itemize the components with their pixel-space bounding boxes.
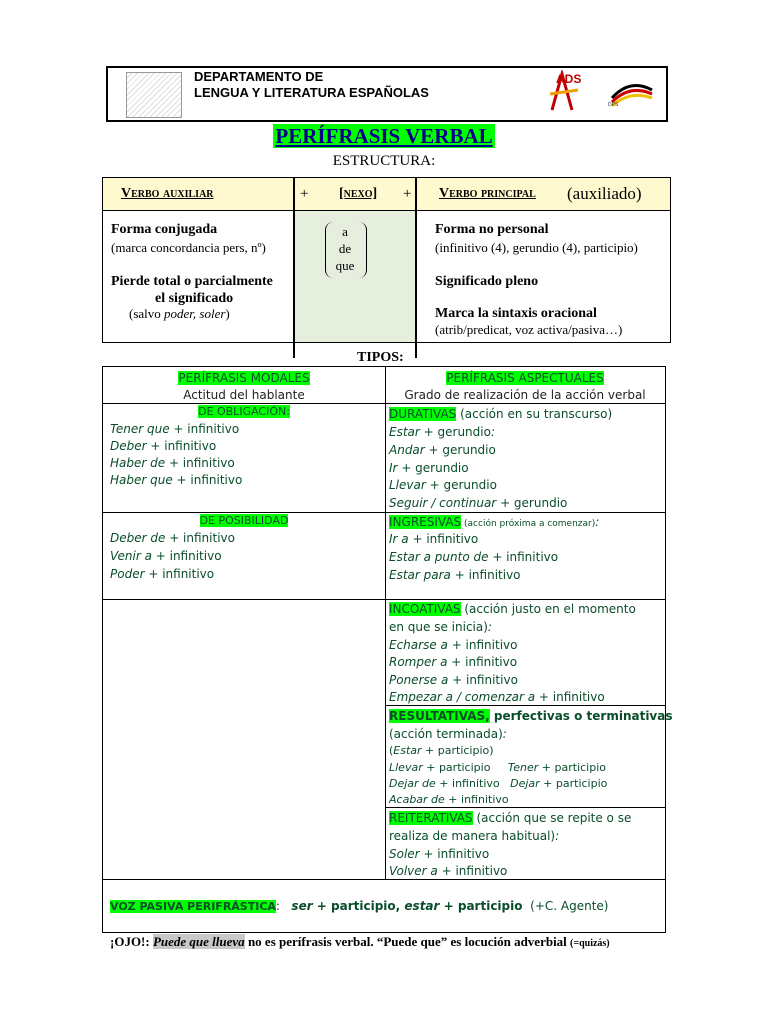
main-line: (atrib/predicat, voz activa/pasiva…) xyxy=(435,322,623,337)
divider-left xyxy=(293,178,295,358)
reiterativas-title: REITERATIVAS (acción que se repite o se xyxy=(389,811,632,825)
incoativas-title: INCOATIVAS (acción justo en el momento xyxy=(389,602,636,616)
posibilidad-item: Poder + infinitivo xyxy=(110,567,215,581)
page-title: PERÍFRASIS VERBAL xyxy=(275,124,493,148)
posibilidad-item: Deber de + infinitivo xyxy=(110,531,235,545)
resultativas-item: Acabar de + infinitivo xyxy=(389,793,509,806)
department-line-2: LENGUA Y LITERATURA ESPAÑOLAS xyxy=(194,85,429,100)
table-divider xyxy=(103,512,665,513)
ingresivas-item: Estar a punto de + infinitivo xyxy=(389,550,559,564)
durativas-item: Ir + gerundio xyxy=(389,461,469,475)
aux-line: Pierde total o parcialmente xyxy=(111,274,273,289)
aux-line: (salvo poder, soler) xyxy=(129,306,230,321)
resultativas-item: Llevar + participio Tener + participio xyxy=(389,761,607,774)
resultativas-title: RESULTATIVAS, perfectivas o terminativas xyxy=(389,709,673,723)
quill-logo-icon xyxy=(126,72,182,118)
aspectual-header: PERÍFRASIS ASPECTUALES xyxy=(446,371,604,385)
voz-pasiva-row: VOZ PASIVA PERIFRÁSTICA: ser + participio, estar + participio (+C. Agente) xyxy=(110,899,609,913)
table-divider xyxy=(103,879,665,880)
incoativas-item: Ponerse a + infinitivo xyxy=(389,673,518,687)
incoativas-item: Empezar a / comenzar a + infinitivo xyxy=(389,690,605,704)
dps-logo-text: DPS xyxy=(608,102,619,108)
incoativas-desc: en que se inicia): xyxy=(389,620,492,634)
nexo-word: a xyxy=(342,224,348,239)
main-line: Significado pleno xyxy=(435,274,539,289)
aux-line: Forma conjugada xyxy=(111,222,218,237)
ingresivas-title: INGRESIVAS (acción próxima a comenzar): xyxy=(389,515,600,529)
main-line: Forma no personal xyxy=(435,222,549,237)
durativas-title: DURATIVAS (acción en su transcurso) xyxy=(389,407,613,421)
tipos-heading: TIPOS: xyxy=(357,350,404,365)
ingresivas-item: Estar para + infinitivo xyxy=(389,568,521,582)
resultativas-item: Dejar de + infinitivo Dejar + participio xyxy=(389,777,608,790)
plus-sign: + xyxy=(300,186,309,202)
resultativas-desc: (acción terminada): xyxy=(389,727,507,741)
table-divider xyxy=(385,367,386,879)
aspectual-subheader: Grado de realización de la acción verbal xyxy=(404,388,646,402)
aux-line: (marca concordancia pers, nº) xyxy=(111,240,266,255)
structure-diagram xyxy=(102,177,671,343)
nexo-label: [nexo] xyxy=(339,186,378,201)
table-divider xyxy=(103,599,665,600)
obligacion-title: DE OBLIGACIÓN: xyxy=(198,405,290,418)
obligacion-item: Tener que + infinitivo xyxy=(110,422,240,436)
ojo-note: ¡OJO!: Puede que llueva no es perífrasis verbal. “Puede que” es locución adverbial (=quizás) xyxy=(110,934,610,949)
structure-subtitle: ESTRUCTURA: xyxy=(332,153,436,169)
divider-right xyxy=(415,178,417,358)
nexo-word: de xyxy=(338,241,352,256)
posibilidad-item: Venir a + infinitivo xyxy=(110,549,222,563)
obligacion-item: Deber + infinitivo xyxy=(110,439,217,453)
ingresivas-item: Ir a + infinitivo xyxy=(389,532,479,546)
document-header xyxy=(106,66,668,122)
durativas-item: Estar + gerundio: xyxy=(389,425,495,439)
posibilidad-title: DE POSIBILIDAD xyxy=(199,514,289,527)
obligacion-item: Haber de + infinitivo xyxy=(110,456,235,470)
modal-header: PERÍFRASIS MODALES xyxy=(178,371,310,385)
durativas-item: Llevar + gerundio xyxy=(389,478,497,492)
obligacion-item: Haber que + infinitivo xyxy=(110,473,243,487)
reiterativas-desc: realiza de manera habitual): xyxy=(389,829,560,843)
main-verb-suffix: (auxiliado) xyxy=(567,184,642,203)
resultativas-item: (Estar + participio) xyxy=(389,744,494,757)
reiterativas-item: Soler + infinitivo xyxy=(389,847,490,861)
table-divider xyxy=(103,403,665,404)
plus-sign: + xyxy=(403,186,412,202)
aux-line: el significado xyxy=(155,291,234,306)
main-line: Marca la sintaxis oracional xyxy=(435,306,597,321)
durativas-item: Seguir / continuar + gerundio xyxy=(389,496,568,510)
table-divider xyxy=(385,807,665,808)
incoativas-item: Echarse a + infinitivo xyxy=(389,638,518,652)
ads-logo-text: ADS xyxy=(556,72,582,86)
aux-verb-label: Verbo auxiliar xyxy=(121,186,214,201)
types-table xyxy=(102,366,673,933)
main-line: (infinitivo (4), gerundio (4), participio) xyxy=(435,240,638,255)
nexo-word: que xyxy=(335,258,355,273)
main-verb-label: Verbo principal xyxy=(439,186,536,201)
reiterativas-item: Volver a + infinitivo xyxy=(389,864,508,878)
table-divider xyxy=(385,705,665,706)
department-line-1: DEPARTAMENTO DE xyxy=(194,69,324,84)
durativas-item: Andar + gerundio xyxy=(389,443,496,457)
modal-subheader: Actitud del hablante xyxy=(183,388,305,402)
incoativas-item: Romper a + infinitivo xyxy=(389,655,518,669)
